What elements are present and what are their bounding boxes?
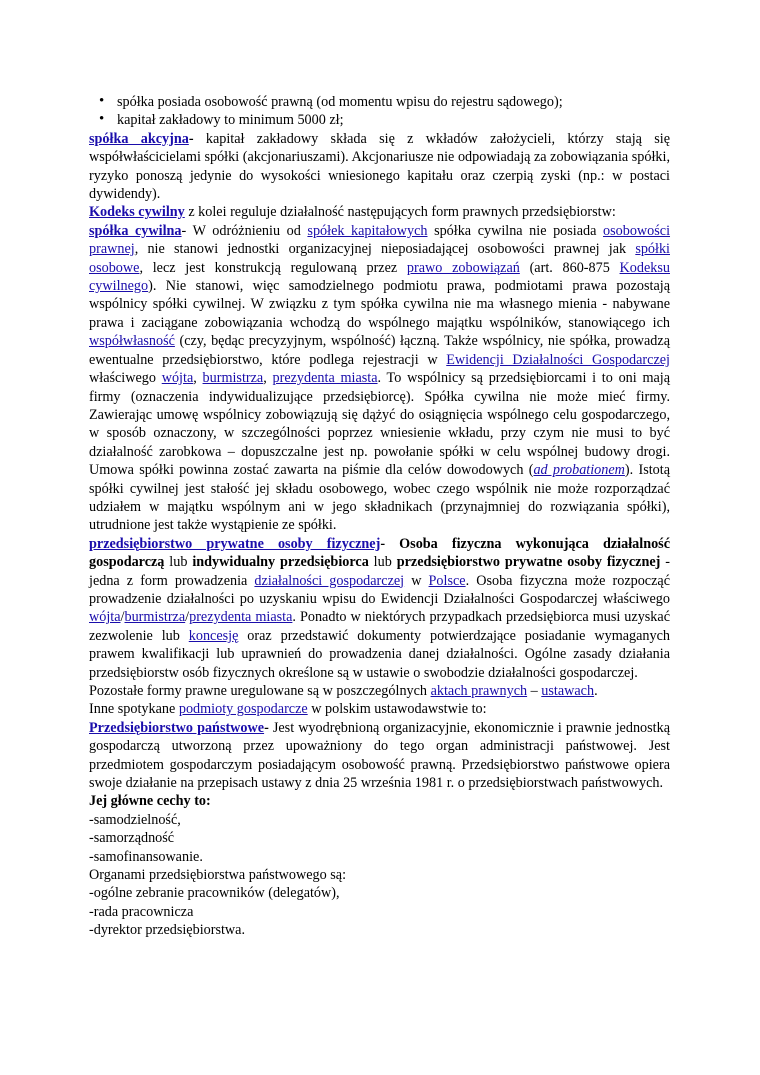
paragraph-kodeks-cywilny: Kodeks cywilny z kolei reguluje działalność następujących form prawnych przedsiębiorstw: bbox=[89, 204, 616, 221]
term-link-spolka-akcyjna[interactable]: spółka akcyjna bbox=[89, 130, 189, 147]
link-spolek-kapitalowych[interactable]: spółek kapitałowych bbox=[307, 222, 428, 239]
term-link-przedsiebiorstwo-prywatne[interactable]: przedsiębiorstwo prywatne osoby fizycznej bbox=[89, 535, 381, 552]
list-item: -ogólne zebranie pracowników (delegatów), bbox=[89, 885, 340, 902]
link-kodeks-cywilny[interactable]: Kodeks cywilny bbox=[89, 204, 185, 221]
link-burmistrza[interactable]: burmistrza bbox=[202, 370, 264, 387]
bullet-list bbox=[89, 93, 670, 130]
list-item: -rada pracownicza bbox=[89, 903, 194, 920]
list-item: -dyrektor przedsiębiorstwa. bbox=[89, 922, 246, 939]
link-burmistrza[interactable]: burmistrza bbox=[124, 609, 186, 626]
link-prawo-zobowiazan[interactable]: prawo zobowiązań bbox=[406, 259, 520, 276]
paragraph-pozostale-formy: Pozostałe formy prawne uregulowane są w poszczególnych aktach prawnych – ustawach. bbox=[89, 683, 598, 699]
link-koncesje[interactable]: koncesję bbox=[188, 627, 239, 644]
link-podmioty-gospodarcze[interactable]: podmioty gospodarcze bbox=[178, 701, 308, 718]
term-link-spolka-cywilna[interactable]: spółka cywilna bbox=[89, 222, 182, 239]
link-ewidencji-dzialalnosci[interactable]: Ewidencji Działalności Gospodarczej bbox=[446, 351, 670, 368]
link-prezydenta-miasta[interactable]: prezydenta miasta bbox=[189, 609, 293, 626]
paragraph-spolka-akcyjna: spółka akcyjna- kapitał zakładowy składa się z wkładów założycieli, którzy stają się współwłaścicielami spółki (akcjonariuszami). Akcjonariusze nie odpowiadają za zobowiązania spółki, ryzyko ponoszą jedynie do wysokości wniesionego kapitału oraz czerpią zyski (np.: w postaci dywidendy). bbox=[89, 130, 671, 203]
list-item: -samodzielność, bbox=[89, 811, 181, 828]
paragraph-przedsiebiorstwo-prywatne: przedsiębiorstwo prywatne osoby fizycznej- Osoba fizyczna wykonująca działalność gospodarczą lub indywidualny przedsiębiorca lub przedsiębiorstwo prywatne osoby fizycznej - jedna z form prowadzenia działalności gospodarczej w Polsce. Osoba fizyczna może rozpocząć prowadzenie działalności po uzyskaniu wpisu do Ewidencji Działalności Gospodarczej właściwego wójta/burmistrza/prezydenta miasta. Ponadto w niektórych przypadkach przedsiębiorca musi uzyskać zezwolenie lub koncesję oraz przedstawić dokumenty potwierdzające posiadanie wymaganych prawem kwalifikacji lub uprawnień do prowadzenia danej działalności. Ogólne zasady działania przedsiębiorstw osób fizycznych określone są w ustawie o swobodzie działalności gospodarczej. bbox=[89, 535, 671, 681]
link-spolki-osobowe[interactable]: spółki osobowe bbox=[89, 241, 670, 276]
paragraph-spolka-cywilna: spółka cywilna- W odróżnieniu od spółek kapitałowych spółka cywilna nie posiada osobowości prawnej, nie stanowi jednostki organizacyjnej nieposiadającej osobowości prawnej jak spółki osobowe, lecz jest konstrukcją regulowaną przez prawo zobowiązań (art. 860-875 Kodeksu cywilnego). Nie stanowi, więc samodzielnego podmiotu prawa, podmiotami prawa pozostają wspólnicy spółki cywilnej. W związku z tym spółka cywilna nie ma własnego mienia - nabywane prawa i zaciągane zobowiązania wchodzą do wspólnego majątku wspólników, stanowiącego ich współwłasność (czy, będąc precyzyjnym, wspólność) łączną. Także wspólnicy, nie spółka, prowadzą ewentualne przedsiębiorstwo, które podlega rejestracji w Ewidencji Działalności Gospodarczej właściwego wójta, burmistrza, prezydenta miasta. To wspólnicy są przedsiębiorcami i to oni mają firmy (oznaczenia indywidualizujące przedsiębiorcę). Spółka cywilna nie może mieć firmy. Zawierając umowę wspólnicy zobowiązują się dążyć do osiągnięcia wspólnego celu gospodarczego, w sposób oznaczony, w szczególności poprzez wniesienie wkładu, przy czym nie musi to być działalność zarobkowa – dopuszczalne jest np. powołanie spółki w celu wspólnej budowy drogi. Umowa spółki powinna zostać zawarta na piśmie dla celów dowodowych (ad probationem). Istotą spółki cywilnej jest stałość jej składu osobowego, wobec czego wspólnik nie może rozporządzać udziałem w majątku wspólnym ani w jego składnikach (przynajmniej do rozwiązania spółki), utrudnione jest także wystąpienie ze spółki. bbox=[89, 222, 671, 534]
paragraph-inne-podmioty: Inne spotykane podmioty gospodarcze w polskim ustawodawstwie to: bbox=[89, 701, 487, 718]
list-item: -samofinansowanie. bbox=[89, 848, 203, 865]
link-aktach-prawnych[interactable]: aktach prawnych bbox=[430, 683, 528, 699]
document-page bbox=[89, 93, 670, 940]
link-wspolwlasnosc[interactable]: współwłasność bbox=[89, 333, 175, 350]
link-ustawach[interactable]: ustawach bbox=[541, 683, 595, 699]
heading-glowne-cechy: Jej główne cechy to: bbox=[89, 793, 211, 810]
link-prezydenta-miasta[interactable]: prezydenta miasta bbox=[272, 370, 378, 387]
link-osobowosci-prawnej[interactable]: osobowości prawnej bbox=[89, 222, 671, 258]
link-wojta[interactable]: wójta bbox=[161, 370, 194, 387]
paragraph-organy-intro: Organami przedsiębiorstwa państwowego są: bbox=[89, 867, 347, 884]
link-ad-probationem[interactable]: ad probationem bbox=[533, 462, 625, 479]
link-wojta[interactable]: wójta bbox=[89, 609, 121, 626]
term-link-przedsiebiorstwo-panstwowe[interactable]: Przedsiębiorstwo państwowe bbox=[89, 719, 265, 736]
list-item: -samorządność bbox=[89, 830, 175, 847]
link-polsce[interactable]: Polsce bbox=[428, 572, 466, 589]
link-kodeksu-cywilnego[interactable]: Kodeksu cywilnego bbox=[89, 259, 670, 295]
list-item: • spółka posiada osobowość prawną (od momentu wpisu do rejestru sądowego); bbox=[117, 93, 670, 111]
list-item: • kapitał zakładowy to minimum 5000 zł; bbox=[117, 111, 670, 129]
link-dzialalnosci-gospodarczej[interactable]: działalności gospodarczej bbox=[254, 572, 405, 589]
paragraph-przedsiebiorstwo-panstwowe: Przedsiębiorstwo państwowe- Jest wyodrębnioną organizacyjnie, ekonomicznie i prawnie jednostką gospodarczą utworzoną przez upoważniony do tego organ administracji państwowej. Jest przedmiotem gospodarczym posiadającym osobowość prawną. Przedsiębiorstwo państwowe opiera swoje działanie na przepisach ustawy z dnia 25 września 1981 r. o przedsiębiorstwach państwowych. bbox=[89, 719, 670, 792]
